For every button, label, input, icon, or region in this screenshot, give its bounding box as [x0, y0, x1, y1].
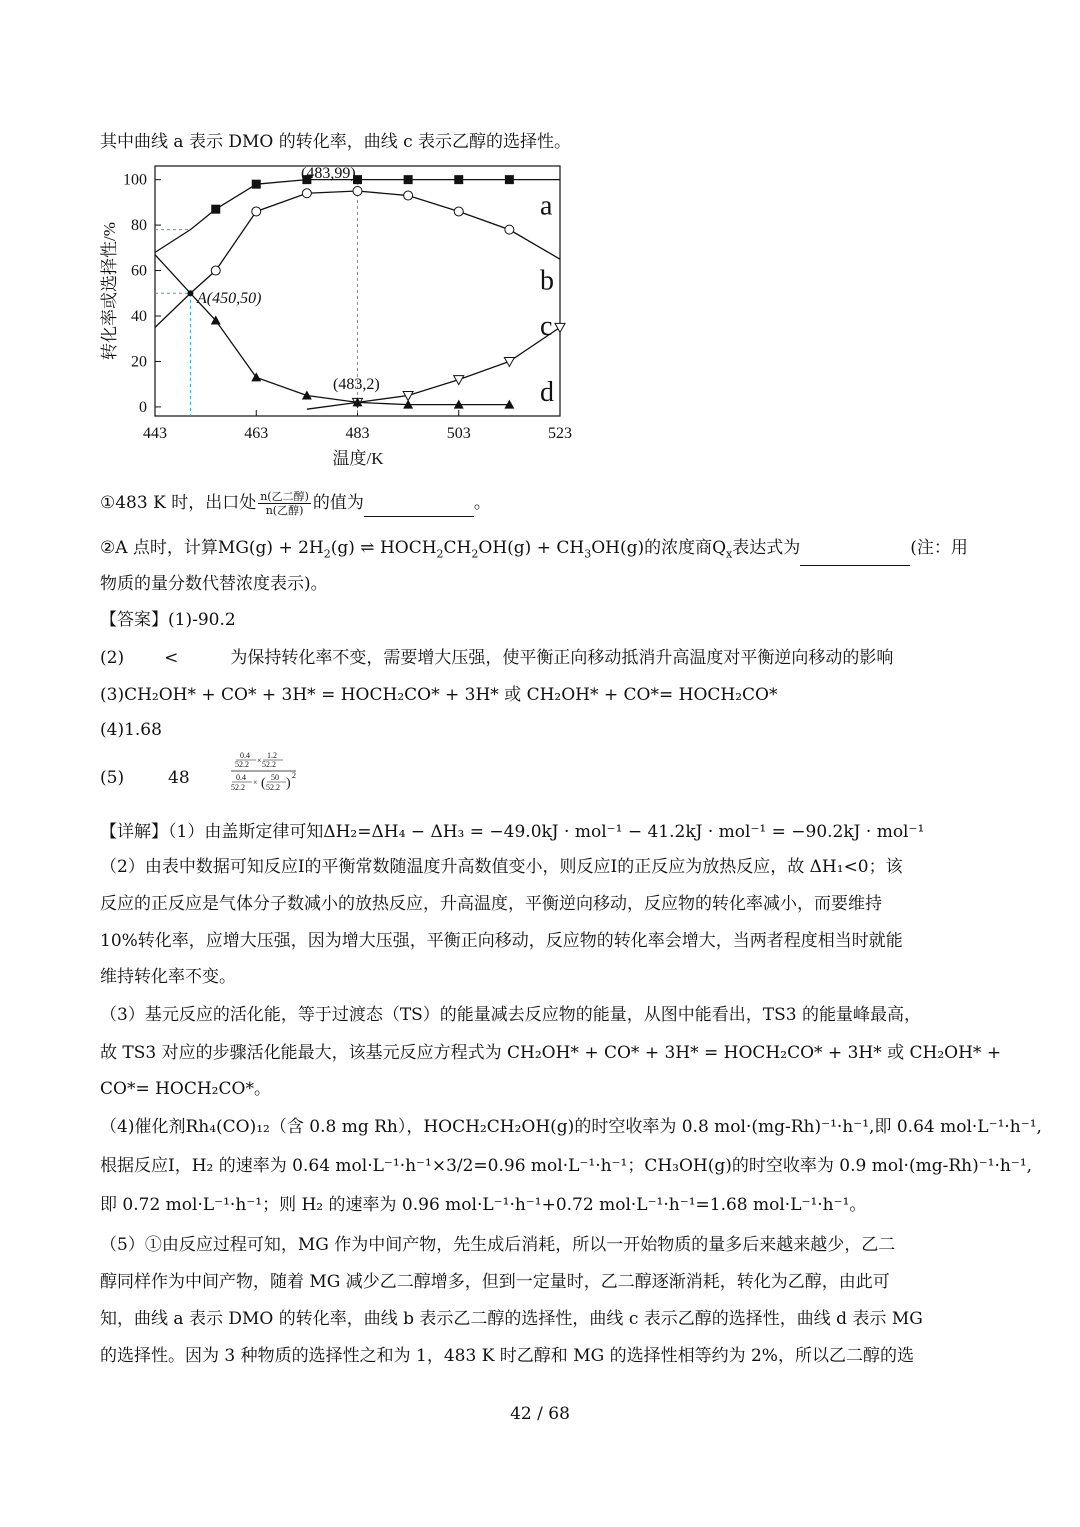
svg-text:1.2: 1.2: [267, 751, 277, 760]
series-c-point: [555, 323, 565, 332]
y-tick-label: 60: [131, 262, 147, 280]
svg-text:52.2: 52.2: [231, 783, 245, 792]
answer-heading: 【答案】(1)-90.2: [100, 610, 236, 630]
intro-text: 其中曲线 a 表示 DMO 的转化率，曲线 c 表示乙醇的选择性。: [100, 132, 572, 152]
q1-denominator: n(乙醇): [265, 504, 304, 517]
detail-2-line-3: 10%转化率，应增大压强，因为增大压强，平衡正向移动，反应物的转化率会增大，当两者程度相当时就能: [100, 931, 903, 951]
series-d-point: [302, 391, 312, 400]
svg-text:×: ×: [253, 778, 258, 787]
detail-3-line-1: （3）基元反应的活化能，等于过渡态（TS）的能量减去反应物的能量，从图中能看出，TS3 的能量峰最高，: [100, 1005, 922, 1025]
series-a-point: [252, 180, 261, 189]
answer-blank-2: [800, 547, 910, 566]
point-A: [187, 290, 193, 296]
svg-text:×: ×: [257, 756, 262, 765]
answer-blank-1: [364, 498, 474, 517]
svg-text:2: 2: [292, 771, 296, 780]
y-tick-label: 0: [139, 398, 147, 416]
annotation-483-99: (483,99): [301, 165, 356, 182]
svg-text:): ): [286, 776, 291, 791]
answer-4: (4)1.68: [100, 720, 162, 740]
annotation-483-2: (483,2): [333, 376, 380, 393]
y-tick-label: 40: [131, 308, 147, 325]
x-tick-label: 483: [345, 425, 370, 442]
svg-text:(: (: [261, 776, 266, 791]
series-a-point: [505, 175, 514, 184]
series-a-point: [454, 175, 463, 184]
series-label-d: d: [540, 377, 554, 408]
x-tick-label: 463: [244, 425, 269, 442]
q1-numerator: n(乙二醇): [260, 490, 309, 503]
detail-4-line-3: 即 0.72 mol·L⁻¹·h⁻¹；则 H₂ 的速率为 0.96 mol·L⁻¹·h⁻¹+0.72 mol·L⁻¹·h⁻¹=1.68 mol·L⁻¹·h⁻¹。: [100, 1195, 867, 1215]
series-b-point: [252, 207, 261, 216]
series-d-point: [251, 372, 261, 381]
y-axis-label: 转化率或选择性/%: [100, 222, 119, 360]
y-tick-label: 100: [123, 171, 147, 189]
detail-5-line-2: 醇同样作为中间产物，随着 MG 减少乙二醇增多，但到一定量时，乙二醇逐渐消耗，转化为乙醇，由此可: [100, 1272, 890, 1292]
series-b-point: [211, 266, 220, 275]
svg-text:0.4: 0.4: [240, 751, 250, 760]
svg-text:52.2: 52.2: [235, 760, 249, 769]
series-b-point: [302, 189, 311, 198]
detail-5-line-4: 的选择性。因为 3 种物质的选择性之和为 1，483 K 时乙醇和 MG 的选择性相等约为 2%，所以乙二醇的选: [100, 1346, 914, 1366]
x-axis: [143, 410, 572, 442]
guide-point-A: [155, 293, 190, 416]
x-tick-label: 503: [446, 425, 471, 442]
svg-text:0.4: 0.4: [236, 773, 246, 782]
detail-3-line-2: 故 TS3 对应的步骤活化能最大，该基元反应方程式为 CH₂OH* + CO* + 3H* = HOCH₂CO* + 3H* 或 CH₂OH* +: [100, 1043, 1002, 1063]
detail-5-line-3: 知，曲线 a 表示 DMO 的转化率，曲线 b 表示乙二醇的选择性，曲线 c 表示乙醇的选择性，曲线 d 表示 MG: [100, 1309, 923, 1329]
y-tick-label: 80: [131, 217, 147, 235]
series-b-point: [505, 225, 514, 234]
series-b-point: [454, 207, 463, 216]
selectivity-chart: [95, 160, 585, 470]
detail-2-line-1: （2）由表中数据可知反应I的平衡常数随温度升高数值变小，则反应I的正反应为放热反应，故 ΔH₁<0；该: [100, 857, 903, 877]
series-b-point: [353, 187, 362, 196]
series-c-line: [307, 327, 560, 409]
series-c-point: [504, 357, 514, 366]
series-label-b: b: [540, 265, 554, 297]
page-number: 42 / 68: [510, 1404, 570, 1424]
series-label-c: c: [540, 311, 553, 343]
question-2: ②A 点时，计算$MG(g) + 2H_2(g)$ ⇌ $HOCH_2CH_2OH(g) + CH_3OH(g)$的浓度商$Q_x$表达式为 (注：用: [100, 536, 968, 566]
detail-2-line-2: 反应的正反应是气体分子数减小的放热反应，升高温度，平衡逆向移动，反应物的转化率减小，而要维持: [100, 894, 882, 914]
svg-text:50: 50: [271, 773, 279, 782]
detail-5-line-1: （5）①由反应过程可知，MG 作为中间产物，先生成后消耗，所以一开始物质的量多后来越来越少，乙二: [100, 1235, 896, 1255]
question-2-cont: 物质的量分数代替浓度表示)。: [100, 574, 328, 594]
annotation-A: A(450,50): [197, 290, 262, 307]
series-b-point: [404, 191, 413, 200]
detail-2-line-4: 维持转化率不变。: [100, 967, 236, 987]
svg-text:52.2: 52.2: [266, 783, 280, 792]
series-a-point: [211, 205, 220, 214]
y-tick-label: 20: [131, 353, 147, 371]
x-tick-label: 523: [548, 425, 572, 442]
x-axis-label: 温度/K: [332, 449, 384, 468]
answer-3: (3)CH₂OH* + CO* + 3H* = HOCH₂CO* + 3H* 或 CH₂OH* + CO*= HOCH₂CO*: [100, 685, 778, 705]
answer-2: (2) < 为保持转化率不变，需要增大压强，使平衡正向移动抵消升高温度对平衡逆向移动的影响: [100, 648, 894, 668]
x-tick-label: 443: [143, 425, 167, 442]
svg-text:52.2: 52.2: [262, 760, 276, 769]
series-labels: [540, 191, 554, 408]
detail-4-line-1: （4)催化剂Rh₄(CO)₁₂（含 0.8 mg Rh），HOCH₂CH₂OH(g)的时空收率为 0.8 mol·(mg-Rh)⁻¹·h⁻¹,即 0.64 mol·L⁻¹·h⁻¹,: [100, 1117, 1042, 1137]
detail-3-line-3: CO*= HOCH₂CO*。: [100, 1079, 271, 1099]
series-label-a: a: [540, 190, 553, 222]
series-a-point: [404, 175, 413, 184]
qx-expression: [228, 750, 318, 800]
detail-4-line-2: 根据反应I，H₂ 的速率为 0.64 mol·L⁻¹·h⁻¹×3/2=0.96 mol·L⁻¹·h⁻¹；CH₃OH(g)的时空收率为 0.9 mol·(mg-Rh)⁻¹·h⁻¹,: [100, 1156, 1033, 1176]
question-1: ①483 K 时，出口处 $\frac{\text{n(乙二醇)}}{\text{n(乙醇)}}$ 的值为 。: [100, 490, 491, 517]
detail-1: 【详解】（1）由盖斯定律可知ΔH₂=ΔH₄ − ΔH₃ = −49.0kJ · mol⁻¹ − 41.2kJ · mol⁻¹ = −90.2kJ · mol⁻¹: [100, 822, 925, 842]
